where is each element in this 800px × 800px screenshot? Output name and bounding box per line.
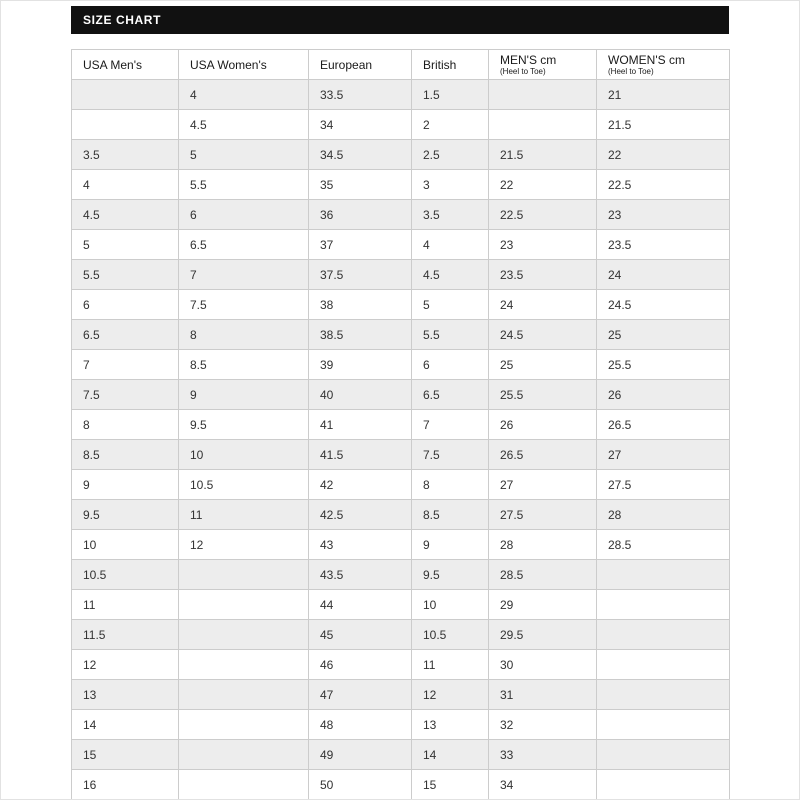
column-header-sublabel: (Heel to Toe) — [608, 67, 654, 76]
table-cell: 12 — [72, 650, 179, 680]
table-cell: 27 — [597, 440, 730, 470]
table-cell: 7.5 — [179, 290, 309, 320]
table-cell: 11 — [72, 590, 179, 620]
table-cell: 26.5 — [597, 410, 730, 440]
table-cell: 3 — [412, 170, 489, 200]
table-cell: 16 — [72, 770, 179, 800]
column-header-label: WOMEN'S cm — [608, 53, 685, 67]
table-row — [72, 770, 730, 800]
table-cell: 5 — [179, 140, 309, 170]
table-cell: 34.5 — [309, 140, 412, 170]
table-cell: 30 — [489, 650, 597, 680]
column-header — [412, 50, 489, 80]
table-cell — [179, 680, 309, 710]
table-cell: 13 — [412, 710, 489, 740]
table-row — [72, 560, 730, 590]
table-cell — [597, 770, 730, 800]
table-cell: 4.5 — [412, 260, 489, 290]
table-cell: 24 — [597, 260, 730, 290]
table-cell: 9 — [412, 530, 489, 560]
table-cell: 11 — [412, 650, 489, 680]
table-cell: 23 — [489, 230, 597, 260]
table-cell: 9.5 — [72, 500, 179, 530]
table-cell: 23 — [597, 200, 730, 230]
table-cell — [179, 710, 309, 740]
table-cell: 12 — [412, 680, 489, 710]
table-cell: 6.5 — [179, 230, 309, 260]
table-cell: 45 — [309, 620, 412, 650]
table-cell: 47 — [309, 680, 412, 710]
table-cell: 28 — [597, 500, 730, 530]
table-cell: 28.5 — [489, 560, 597, 590]
table-cell: 5.5 — [72, 260, 179, 290]
table-cell: 6 — [72, 290, 179, 320]
table-cell: 49 — [309, 740, 412, 770]
table-cell: 25.5 — [597, 350, 730, 380]
table-cell: 7.5 — [72, 380, 179, 410]
table-cell: 24 — [489, 290, 597, 320]
column-header-sublabel: (Heel to Toe) — [500, 67, 546, 76]
table-cell — [597, 740, 730, 770]
table-row — [72, 140, 730, 170]
table-cell: 7 — [72, 350, 179, 380]
table-cell: 7 — [412, 410, 489, 440]
table-row — [72, 620, 730, 650]
table-cell: 32 — [489, 710, 597, 740]
table-cell: 4.5 — [179, 110, 309, 140]
table-cell: 8.5 — [179, 350, 309, 380]
column-header-label: MEN'S cm — [500, 53, 557, 67]
column-header-label: USA Men's — [83, 57, 142, 72]
table-cell: 36 — [309, 200, 412, 230]
table-cell — [597, 650, 730, 680]
table-cell: 8 — [72, 410, 179, 440]
table-row — [72, 230, 730, 260]
table-cell: 41 — [309, 410, 412, 440]
table-row — [72, 260, 730, 290]
table-cell: 46 — [309, 650, 412, 680]
table-cell — [597, 680, 730, 710]
table-cell: 15 — [72, 740, 179, 770]
table-cell: 4 — [72, 170, 179, 200]
table-row — [72, 200, 730, 230]
table-cell: 41.5 — [309, 440, 412, 470]
table-cell: 5.5 — [412, 320, 489, 350]
table-cell: 10.5 — [412, 620, 489, 650]
table-cell — [179, 590, 309, 620]
table-cell: 22 — [489, 170, 597, 200]
table-cell: 28 — [489, 530, 597, 560]
table-cell: 5 — [72, 230, 179, 260]
table-cell: 9 — [179, 380, 309, 410]
table-cell: 4.5 — [72, 200, 179, 230]
table-cell: 9 — [72, 470, 179, 500]
table-row — [72, 80, 730, 110]
table-row — [72, 110, 730, 140]
table-cell: 6 — [412, 350, 489, 380]
table-cell: 50 — [309, 770, 412, 800]
table-cell — [72, 80, 179, 110]
table-cell: 4 — [412, 230, 489, 260]
table-cell: 40 — [309, 380, 412, 410]
table-cell: 35 — [309, 170, 412, 200]
table-cell: 38.5 — [309, 320, 412, 350]
table-row — [72, 380, 730, 410]
table-cell: 6.5 — [72, 320, 179, 350]
table-cell: 10 — [179, 440, 309, 470]
size-chart-section — [71, 6, 729, 800]
table-cell: 42.5 — [309, 500, 412, 530]
table-cell: 6.5 — [412, 380, 489, 410]
table-row — [72, 740, 730, 770]
table-cell: 10.5 — [179, 470, 309, 500]
table-cell: 21.5 — [597, 110, 730, 140]
table-row — [72, 500, 730, 530]
table-cell: 22.5 — [597, 170, 730, 200]
table-row — [72, 530, 730, 560]
table-cell: 34 — [489, 770, 597, 800]
table-cell: 8.5 — [412, 500, 489, 530]
table-cell: 24.5 — [489, 320, 597, 350]
table-cell — [179, 770, 309, 800]
table-cell: 8.5 — [72, 440, 179, 470]
table-cell: 37.5 — [309, 260, 412, 290]
table-cell: 7.5 — [412, 440, 489, 470]
column-header — [72, 50, 179, 80]
table-row — [72, 440, 730, 470]
table-cell: 31 — [489, 680, 597, 710]
table-cell — [489, 80, 597, 110]
table-cell: 25 — [597, 320, 730, 350]
table-cell: 28.5 — [597, 530, 730, 560]
table-cell: 21 — [597, 80, 730, 110]
table-cell: 22 — [597, 140, 730, 170]
size-table-body — [72, 80, 730, 800]
table-cell: 43 — [309, 530, 412, 560]
table-row — [72, 590, 730, 620]
table-cell — [179, 560, 309, 590]
table-cell: 10 — [72, 530, 179, 560]
table-cell: 9.5 — [179, 410, 309, 440]
table-row — [72, 410, 730, 440]
table-cell: 3.5 — [412, 200, 489, 230]
table-row — [72, 680, 730, 710]
table-cell: 39 — [309, 350, 412, 380]
table-cell: 1.5 — [412, 80, 489, 110]
table-cell — [72, 110, 179, 140]
table-cell: 38 — [309, 290, 412, 320]
table-cell: 13 — [72, 680, 179, 710]
table-cell: 9.5 — [412, 560, 489, 590]
column-header-label: British — [423, 57, 457, 72]
column-header-label: European — [320, 57, 373, 72]
table-cell: 26.5 — [489, 440, 597, 470]
table-cell: 10 — [412, 590, 489, 620]
table-row — [72, 350, 730, 380]
table-cell: 27.5 — [597, 470, 730, 500]
table-cell — [179, 740, 309, 770]
table-cell: 7 — [179, 260, 309, 290]
table-cell: 48 — [309, 710, 412, 740]
table-row — [72, 650, 730, 680]
table-cell: 5 — [412, 290, 489, 320]
table-cell: 34 — [309, 110, 412, 140]
column-header — [597, 50, 730, 80]
spacer — [71, 34, 729, 49]
table-cell — [597, 560, 730, 590]
table-cell: 25.5 — [489, 380, 597, 410]
table-cell: 2 — [412, 110, 489, 140]
table-cell: 2.5 — [412, 140, 489, 170]
table-cell — [179, 650, 309, 680]
table-cell: 21.5 — [489, 140, 597, 170]
table-cell: 6 — [179, 200, 309, 230]
table-cell: 33.5 — [309, 80, 412, 110]
table-cell: 37 — [309, 230, 412, 260]
table-cell: 23.5 — [597, 230, 730, 260]
column-header — [489, 50, 597, 80]
table-cell: 26 — [489, 410, 597, 440]
size-chart-table — [71, 49, 730, 800]
size-table-header-row — [72, 50, 730, 80]
table-row — [72, 710, 730, 740]
column-header-label: USA Women's — [190, 57, 267, 72]
table-row — [72, 290, 730, 320]
table-cell: 25 — [489, 350, 597, 380]
table-cell: 14 — [72, 710, 179, 740]
table-cell: 3.5 — [72, 140, 179, 170]
table-row — [72, 320, 730, 350]
table-cell: 27 — [489, 470, 597, 500]
table-cell: 43.5 — [309, 560, 412, 590]
table-cell: 42 — [309, 470, 412, 500]
table-cell — [489, 110, 597, 140]
table-cell: 14 — [412, 740, 489, 770]
table-cell — [179, 620, 309, 650]
table-cell: 23.5 — [489, 260, 597, 290]
table-cell: 11 — [179, 500, 309, 530]
table-cell: 22.5 — [489, 200, 597, 230]
table-cell: 29.5 — [489, 620, 597, 650]
table-cell: 33 — [489, 740, 597, 770]
column-header — [309, 50, 412, 80]
table-cell: 8 — [179, 320, 309, 350]
table-cell: 5.5 — [179, 170, 309, 200]
table-cell — [597, 590, 730, 620]
table-cell: 8 — [412, 470, 489, 500]
table-cell — [597, 620, 730, 650]
table-cell: 26 — [597, 380, 730, 410]
table-cell — [597, 710, 730, 740]
table-cell: 12 — [179, 530, 309, 560]
table-row — [72, 170, 730, 200]
table-cell: 4 — [179, 80, 309, 110]
column-header — [179, 50, 309, 80]
table-cell: 29 — [489, 590, 597, 620]
table-cell: 11.5 — [72, 620, 179, 650]
table-cell: 44 — [309, 590, 412, 620]
size-chart-title-bar — [71, 6, 729, 34]
table-cell: 27.5 — [489, 500, 597, 530]
table-cell: 15 — [412, 770, 489, 800]
table-cell: 10.5 — [72, 560, 179, 590]
table-cell: 24.5 — [597, 290, 730, 320]
table-row — [72, 470, 730, 500]
size-chart-title: SIZE CHART — [83, 13, 161, 27]
